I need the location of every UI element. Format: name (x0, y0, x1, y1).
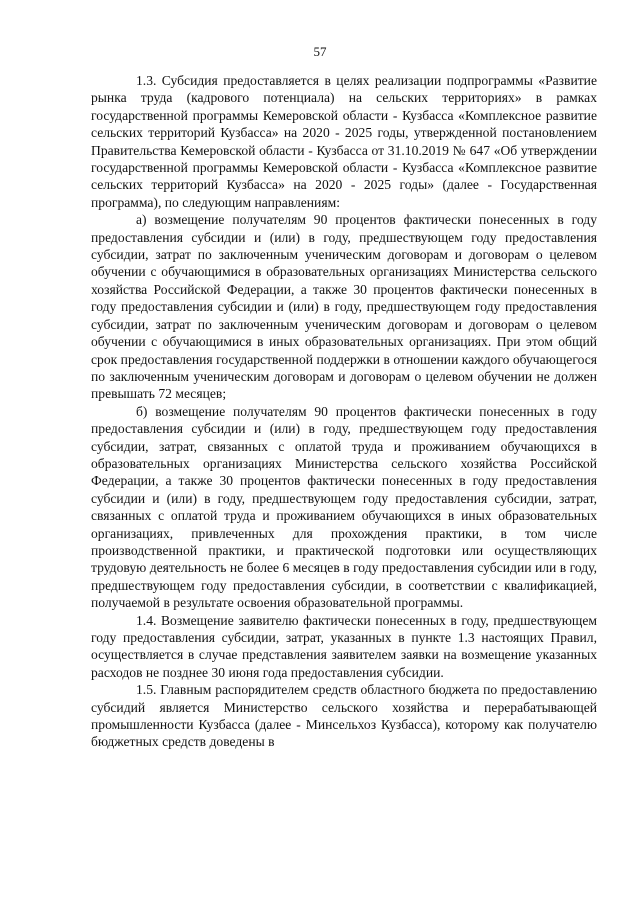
paragraph-1-4: 1.4. Возмещение заявителю фактически понесенных в году, предшествующем году предоставления субсидии, затрат, указанных в пункте 1.3 настоящих Правил, осуществляется в случае представления заявителем заявки на возмещение указанных расходов не позднее 30 июня года предоставления субсидии. (91, 612, 597, 680)
document-body (91, 72, 597, 751)
paragraph-1-5: 1.5. Главным распорядителем средств областного бюджета по предоставлению субсидий является Министерство сельского хозяйства и перерабатывающей промышленности Кузбасса (далее - Минсельхоз Кузбасса), которому как получателю бюджетных средств доведены в (91, 682, 597, 750)
paragraph-1-3: 1.3. Субсидия предоставляется в целях реализации подпрограммы «Развитие рынка труда (кадрового потенциала) на сельских территориях» в рамках государственной программы Кемеровской области - Кузбасса «Комплексное развитие сельских территорий Кузбасса» на 2020 - 2025 годы, утвержденной постановлением Правительства Кемеровской области - Кузбасса от 31.10.2019 № 647 «Об утверждении государственной программы Кемеровской области - Кузбасса «Комплексное развитие сельских территорий Кузбасса» на 2020 - 2025 годы» (далее - Государственная программа), по следующим направлениям: (91, 73, 597, 210)
page-number: 57 (313, 44, 327, 59)
paragraph-subitem-a: а) возмещение получателям 90 процентов фактически понесенных в году предоставления субсидии и (или) в году, предшествующем году предоставления субсидии, затрат по заключенным ученическим договорам и договорам о целевом обучении с обучающимися в образовательных организациях Министерства сельского хозяйства Российской Федерации, а также 30 процентов фактически понесенных в году предоставления субсидии и (или) в году, предшествующем году предоставления субсидии, затрат по заключенным ученическим договорам и договорам о целевом обучении с обучающимися в иных образовательных организациях. При этом общий срок предоставления государственной поддержки в отношении каждого обучающегося по заключенным ученическим договорам и договорам о целевом обучении не должен превышать 72 месяцев; (91, 212, 597, 402)
paragraph-subitem-b: б) возмещение получателям 90 процентов фактически понесенных в году предоставления субсидии и (или) в году, предшествующем году предоставления субсидии, затрат, связанных с оплатой труда и проживанием обучающихся в образовательных организациях Министерства сельского хозяйства Российской Федерации, а также 30 процентов фактически понесенных в году предоставления субсидии и (или) в году, предшествующем году предоставления субсидии, затрат, связанных с оплатой труда и проживанием обучающихся в иных образовательных организациях, привлеченных для прохождения практики, в том числе производственной практики, и практической подготовки или осуществляющих трудовую деятельность не более 6 месяцев в году предоставления субсидии или в году, предшествующем году предоставления субсидии, в соответствии с квалификацией, получаемой в результате освоения образовательной программы. (91, 403, 597, 611)
